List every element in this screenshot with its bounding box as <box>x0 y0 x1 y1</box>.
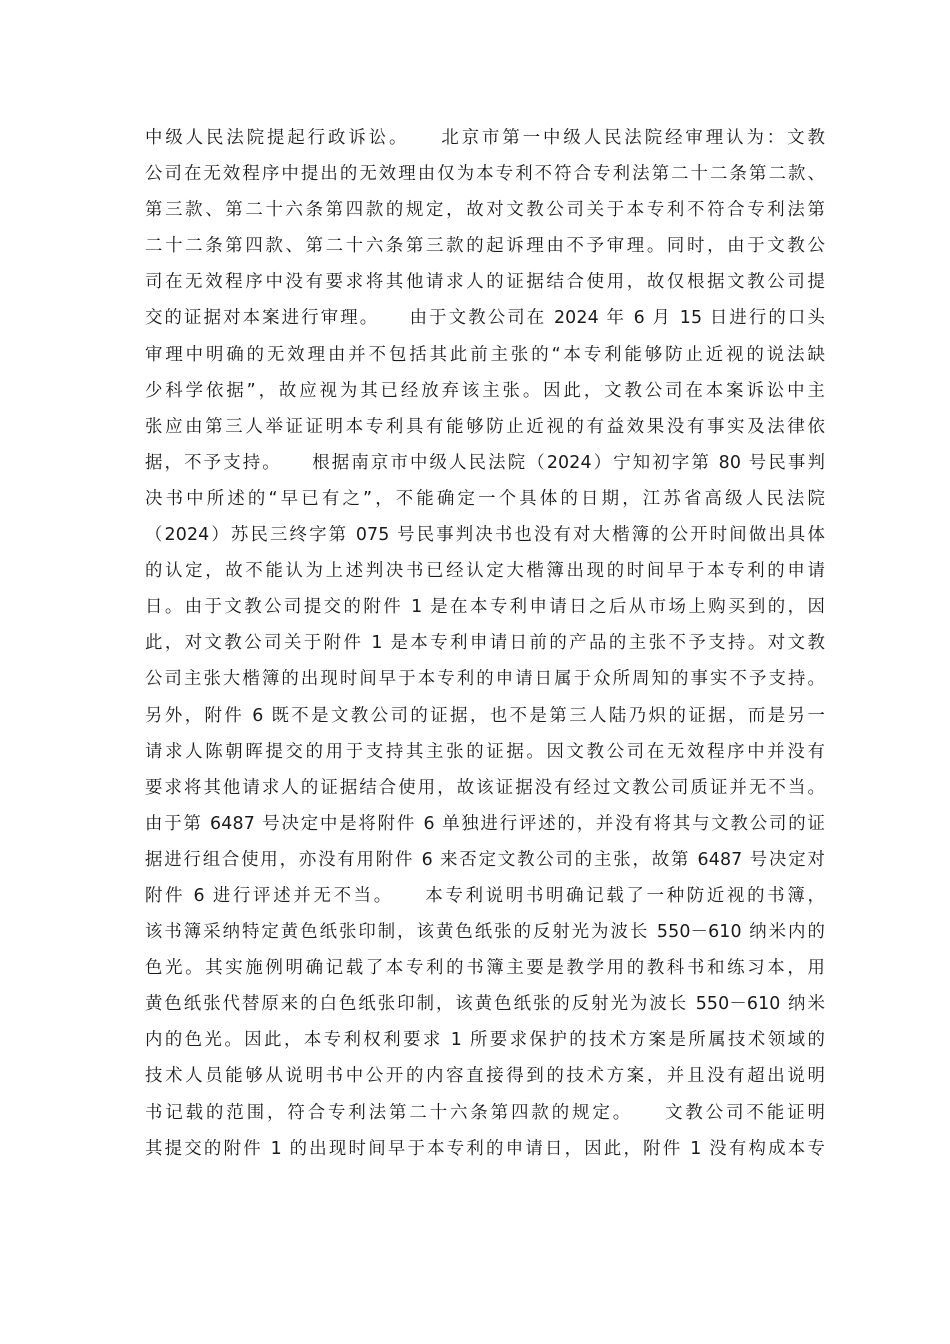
text-line: 技术人员能够从说明书中公开的内容直接得到的技术方案，并且没有超出说明 <box>145 1066 825 1087</box>
text-line: 内的色光。因此，本专利权利要求 1 所要求保护的技术方案是所属技术领域的 <box>145 1030 825 1051</box>
text-line: 书记载的范围，符合专利法第二十六条第四款的规定。 文教公司不能证明 <box>145 1102 825 1123</box>
text-line: 色光。其实施例明确记载了本专利的书簿主要是教学用的教科书和练习本，用 <box>145 958 825 979</box>
text-line: 请求人陈朝晖提交的用于支持其主张的证据。因文教公司在无效程序中并没有 <box>145 741 825 762</box>
text-line: 由于第 6487 号决定中是将附件 6 单独进行评述的，并没有将其与文教公司的证 <box>145 813 825 834</box>
text-line: （2024）苏民三终字第 075 号民事判决书也没有对大楷簿的公开时间做出具体 <box>145 525 825 546</box>
text-line: 公司在无效程序中提出的无效理由仅为本专利不符合专利法第二十二条第二款、 <box>145 164 825 185</box>
text-line: 据，不予支持。 根据南京市中级人民法院（2024）宁知初字第 80 号民事判 <box>145 452 825 473</box>
text-line: 审理中明确的无效理由并不包括其此前主张的“本专利能够防止近视的说法缺 <box>145 344 825 365</box>
text-line: 据进行组合使用，亦没有用附件 6 来否定文教公司的主张，故第 6487 号决定对 <box>145 849 825 870</box>
text-line: 司在无效程序中没有要求将其他请求人的证据结合使用，故仅根据文教公司提 <box>145 272 825 293</box>
text-line: 少科学依据”，故应视为其已经放弃该主张。因此，文教公司在本案诉讼中主 <box>145 380 825 401</box>
text-line: 中级人民法院提起行政诉讼。 北京市第一中级人民法院经审理认为：文教 <box>145 128 825 148</box>
text-line: 决书中所述的“早已有之”，不能确定一个具体的日期，江苏省高级人民法院 <box>145 488 825 509</box>
text-line: 该书簿采纳特定黄色纸张印制，该黄色纸张的反射光为波长 550－610 纳米内的 <box>145 922 825 943</box>
text-line: 二十二条第四款、第二十六条第三款的起诉理由不予审理。同时，由于文教公 <box>145 236 825 257</box>
text-line: 此，对文教公司关于附件 1 是本专利申请日前的产品的主张不予支持。对文教 <box>145 633 825 654</box>
text-line: 第三款、第二十六条第四款的规定，故对文教公司关于本专利不符合专利法第 <box>145 200 825 221</box>
body-text <box>145 120 825 1167</box>
text-line: 要求将其他请求人的证据结合使用，故该证据没有经过文教公司质证并无不当。 <box>145 777 825 798</box>
text-line: 黄色纸张代替原来的白色纸张印制，该黄色纸张的反射光为波长 550－610 纳米 <box>145 994 825 1015</box>
text-line: 附件 6 进行评述并无不当。 本专利说明书明确记载了一种防近视的书簿， <box>145 885 825 906</box>
text-line: 交的证据对本案进行审理。 由于文教公司在 2024 年 6 月 15 日进行的口头 <box>145 308 825 329</box>
text-line: 日。由于文教公司提交的附件 1 是在本专利申请日之后从市场上购买到的，因 <box>145 597 825 618</box>
text-line: 公司主张大楷簿的出现时间早于本专利的申请日属于众所周知的事实不予支持。 <box>145 669 825 690</box>
text-line: 另外，附件 6 既不是文教公司的证据，也不是第三人陆乃炽的证据，而是另一 <box>145 705 825 726</box>
text-line: 其提交的附件 1 的出现时间早于本专利的申请日，因此，附件 1 没有构成本专 <box>145 1138 825 1159</box>
text-line: 张应由第三人举证证明本专利具有能够防止近视的有益效果没有事实及法律依 <box>145 416 825 437</box>
text-line: 的认定，故不能认为上述判决书已经认定大楷簿出现的时间早于本专利的申请 <box>145 561 825 582</box>
